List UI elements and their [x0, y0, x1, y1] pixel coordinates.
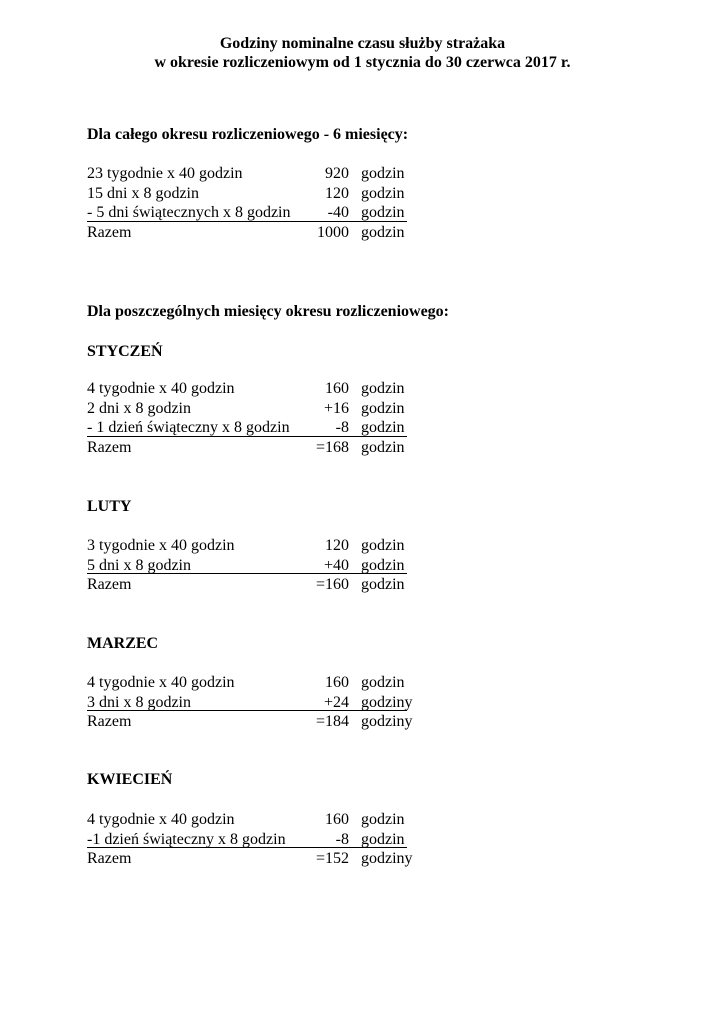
monthly-heading: Dla poszczególnych miesięcy okresu rozliczeniowego:	[87, 303, 449, 320]
month-heading-february: LUTY	[87, 498, 132, 515]
whole-period-heading: Dla całego okresu rozliczeniowego - 6 miesięcy:	[87, 126, 409, 143]
row-unit: godzin	[361, 537, 405, 554]
row-value: +16	[323, 399, 349, 417]
row-value: =168	[315, 438, 349, 456]
row-value: -8	[335, 830, 349, 848]
row-value: =160	[315, 576, 349, 594]
row-value: +24	[323, 693, 349, 711]
march-calculation	[87, 673, 417, 732]
row-label: Razem	[87, 576, 132, 594]
row-unit: godzin	[361, 184, 405, 202]
row-value: 1000	[317, 223, 349, 241]
row-value: =152	[315, 850, 349, 868]
whole-period-calculation	[87, 164, 417, 242]
row-value: =184	[315, 713, 349, 731]
row-label: 15 dni x 8 godzin	[87, 184, 199, 202]
calc-total-row	[87, 849, 417, 869]
row-label: - 5 dni świątecznych x 8 godzin	[87, 204, 291, 222]
row-label: 3 dni x 8 godzin	[87, 693, 191, 711]
row-unit: godzin	[361, 380, 405, 397]
calc-row	[87, 399, 417, 419]
row-unit: godziny	[361, 693, 413, 711]
february-calculation	[87, 536, 417, 595]
row-label: 2 dni x 8 godzin	[87, 399, 191, 417]
calc-total-row	[87, 223, 417, 243]
calc-row	[87, 164, 417, 184]
calc-row	[87, 184, 417, 204]
row-unit: godzin	[361, 165, 405, 182]
row-value: 920	[325, 165, 349, 182]
row-value: 160	[325, 811, 349, 828]
row-unit: godzin	[361, 830, 405, 848]
calc-row-underlined	[87, 556, 417, 576]
row-unit: godzin	[361, 811, 405, 828]
document-subtitle: w okresie rozliczeniowym od 1 stycznia do 30 czerwca 2017 r.	[154, 54, 571, 71]
row-unit: godzin	[361, 556, 405, 574]
row-label: Razem	[87, 438, 132, 456]
row-label: 4 tygodnie x 40 godzin	[87, 811, 235, 828]
calc-row-underlined	[87, 418, 417, 438]
row-label: - 1 dzień świąteczny x 8 godzin	[87, 419, 290, 437]
calc-total-row	[87, 575, 417, 595]
month-heading-april: KWIECIEŃ	[87, 771, 173, 788]
row-value: 160	[325, 380, 349, 397]
calc-total-row	[87, 438, 417, 458]
row-label: 23 tygodnie x 40 godzin	[87, 165, 243, 182]
row-label: Razem	[87, 713, 132, 731]
row-value: 120	[325, 184, 349, 202]
row-value: -40	[327, 204, 349, 222]
row-label: Razem	[87, 850, 132, 868]
row-unit: godzin	[361, 674, 405, 691]
calc-row	[87, 810, 417, 830]
calc-row	[87, 536, 417, 556]
april-calculation	[87, 810, 417, 869]
row-label: 3 tygodnie x 40 godzin	[87, 537, 235, 554]
january-calculation	[87, 379, 417, 457]
row-unit: godziny	[361, 850, 413, 868]
row-label: 4 tygodnie x 40 godzin	[87, 674, 235, 691]
row-label: 4 tygodnie x 40 godzin	[87, 380, 235, 397]
calc-total-row	[87, 712, 417, 732]
row-label: Razem	[87, 223, 132, 241]
document-title: Godziny nominalne czasu służby strażaka	[219, 35, 506, 52]
calc-row	[87, 673, 417, 693]
row-value: -8	[335, 419, 349, 437]
row-unit: godzin	[361, 223, 405, 241]
calc-row	[87, 379, 417, 399]
row-label: -1 dzień świąteczny x 8 godzin	[87, 830, 286, 848]
row-unit: godzin	[361, 438, 405, 456]
row-value: +40	[323, 556, 349, 574]
row-unit: godzin	[361, 419, 405, 437]
calc-row-underlined	[87, 203, 417, 223]
row-value: 160	[325, 674, 349, 691]
row-unit: godzin	[361, 204, 405, 222]
row-value: 120	[325, 537, 349, 554]
month-heading-january: STYCZEŃ	[87, 343, 163, 360]
calc-row-underlined	[87, 830, 417, 850]
month-heading-march: MARZEC	[87, 635, 159, 652]
calc-row-underlined	[87, 693, 417, 713]
row-unit: godzin	[361, 576, 405, 594]
row-unit: godzin	[361, 399, 405, 417]
row-unit: godziny	[361, 713, 413, 731]
row-label: 5 dni x 8 godzin	[87, 556, 191, 574]
